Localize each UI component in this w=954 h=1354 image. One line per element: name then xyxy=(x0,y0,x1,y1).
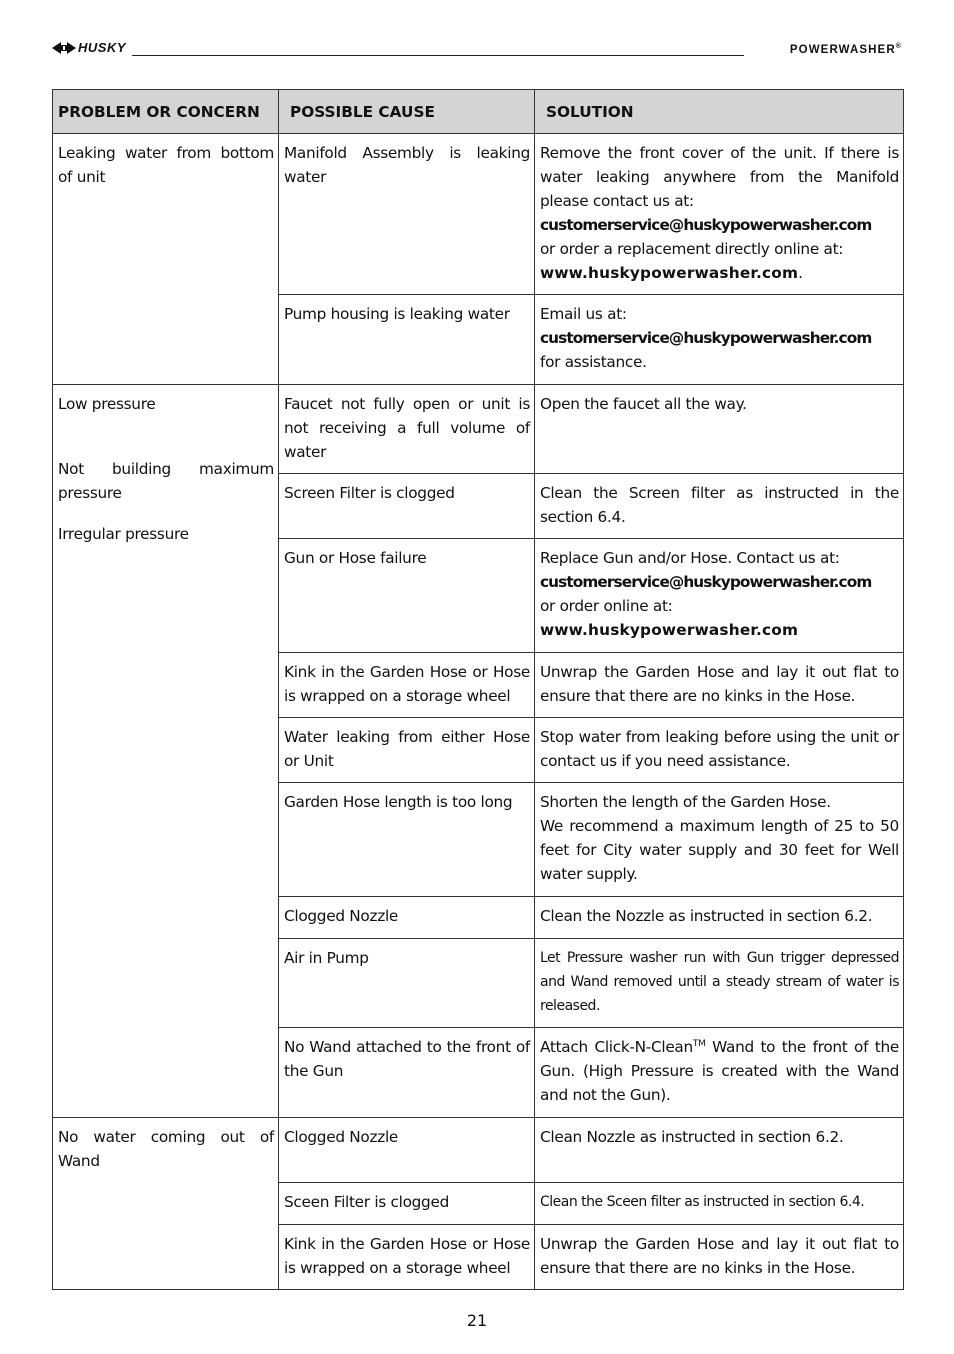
cause-cell: Garden Hose length is too long xyxy=(279,783,535,897)
problem-cell: Low pressure Not building maximum pressure Irregular pressure xyxy=(53,385,279,1118)
cause-cell: Clogged Nozzle xyxy=(279,1118,535,1183)
husky-logo xyxy=(52,40,126,55)
cause-cell: No Wand attached to the front of the Gun xyxy=(279,1028,535,1118)
husky-arrow-icon xyxy=(52,41,76,55)
cause-cell: Screen Filter is clogged xyxy=(279,474,535,539)
email-text: customerservice@huskypowerwasher.com xyxy=(540,216,872,234)
solution-cell: Clean the Screen filter as instructed in the section 6.4. xyxy=(535,474,904,539)
cause-cell: Air in Pump xyxy=(279,939,535,1028)
solution-cell: Shorten the length of the Garden Hose. We recommend a maximum length of 25 to 50 feet for City water supply and 30 feet for Well water supply. xyxy=(535,783,904,897)
solution-cell: Attach Click-N-Clean™ Wand to the front of the Gun. (High Pressure is created with the Wand and not the Gun). xyxy=(535,1028,904,1118)
table-row xyxy=(53,385,904,474)
cause-cell: Manifold Assembly is leaking water xyxy=(279,134,535,295)
page-header xyxy=(52,40,902,60)
solution-cell: Email us at: customerservice@huskypowerwasher.com for assistance. xyxy=(535,295,904,385)
website-text: www.huskypowerwasher.com xyxy=(540,621,799,639)
solution-cell: Let Pressure washer run with Gun trigger depressed and Wand removed until a steady stream of water is released. xyxy=(535,939,904,1028)
solution-cell: Unwrap the Garden Hose and lay it out flat to ensure that there are no kinks in the Hose. xyxy=(535,1225,904,1290)
cause-cell: Pump housing is leaking water xyxy=(279,295,535,385)
cause-cell: Kink in the Garden Hose or Hose is wrapped on a storage wheel xyxy=(279,1225,535,1290)
table-row xyxy=(53,134,904,295)
page-number: 21 xyxy=(466,1311,488,1330)
solution-cell: Replace Gun and/or Hose. Contact us at: customerservice@huskypowerwasher.com or order online at: www.huskypowerwasher.com xyxy=(535,539,904,653)
solution-cell: Open the faucet all the way. xyxy=(535,385,904,474)
header-cause: POSSIBLE CAUSE xyxy=(279,90,535,134)
website-text: www.huskypowerwasher.com xyxy=(540,264,799,282)
cause-cell: Gun or Hose failure xyxy=(279,539,535,653)
cause-cell: Water leaking from either Hose or Unit xyxy=(279,718,535,783)
table-header-row xyxy=(53,90,904,134)
solution-cell: Remove the front cover of the unit. If there is water leaking anywhere from the Manifold please contact us at: customerservice@huskypowerwasher.com or order a replacement directly online at: www.huskypowerwasher.com. xyxy=(535,134,904,295)
email-text: customerservice@huskypowerwasher.com xyxy=(540,573,872,591)
cause-cell: Sceen Filter is clogged xyxy=(279,1183,535,1225)
problem-cell: No water coming out of Wand xyxy=(53,1118,279,1290)
header-solution: SOLUTION xyxy=(535,90,904,134)
email-text: customerservice@huskypowerwasher.com xyxy=(540,329,872,347)
solution-cell: Stop water from leaking before using the unit or contact us if you need assistance. xyxy=(535,718,904,783)
trademark-mark: TM xyxy=(692,1038,706,1049)
solution-cell: Clean the Nozzle as instructed in section 6.2. xyxy=(535,897,904,939)
header-problem: PROBLEM OR CONCERN xyxy=(53,90,279,134)
solution-cell: Clean the Sceen filter as instructed in section 6.4. xyxy=(535,1183,904,1225)
solution-cell: Unwrap the Garden Hose and lay it out flat to ensure that there are no kinks in the Hose. xyxy=(535,653,904,718)
troubleshooting-table xyxy=(52,89,904,1290)
table-row xyxy=(53,1118,904,1183)
cause-cell: Clogged Nozzle xyxy=(279,897,535,939)
brand-name: HUSKY xyxy=(78,40,127,55)
header-rule xyxy=(132,55,744,56)
solution-cell: Clean Nozzle as instructed in section 6.2. xyxy=(535,1118,904,1183)
problem-cell: Leaking water from bottom of unit xyxy=(53,134,279,385)
cause-cell: Faucet not fully open or unit is not receiving a full volume of water xyxy=(279,385,535,474)
product-name: POWERWASHER® xyxy=(789,43,902,56)
cause-cell: Kink in the Garden Hose or Hose is wrapped on a storage wheel xyxy=(279,653,535,718)
